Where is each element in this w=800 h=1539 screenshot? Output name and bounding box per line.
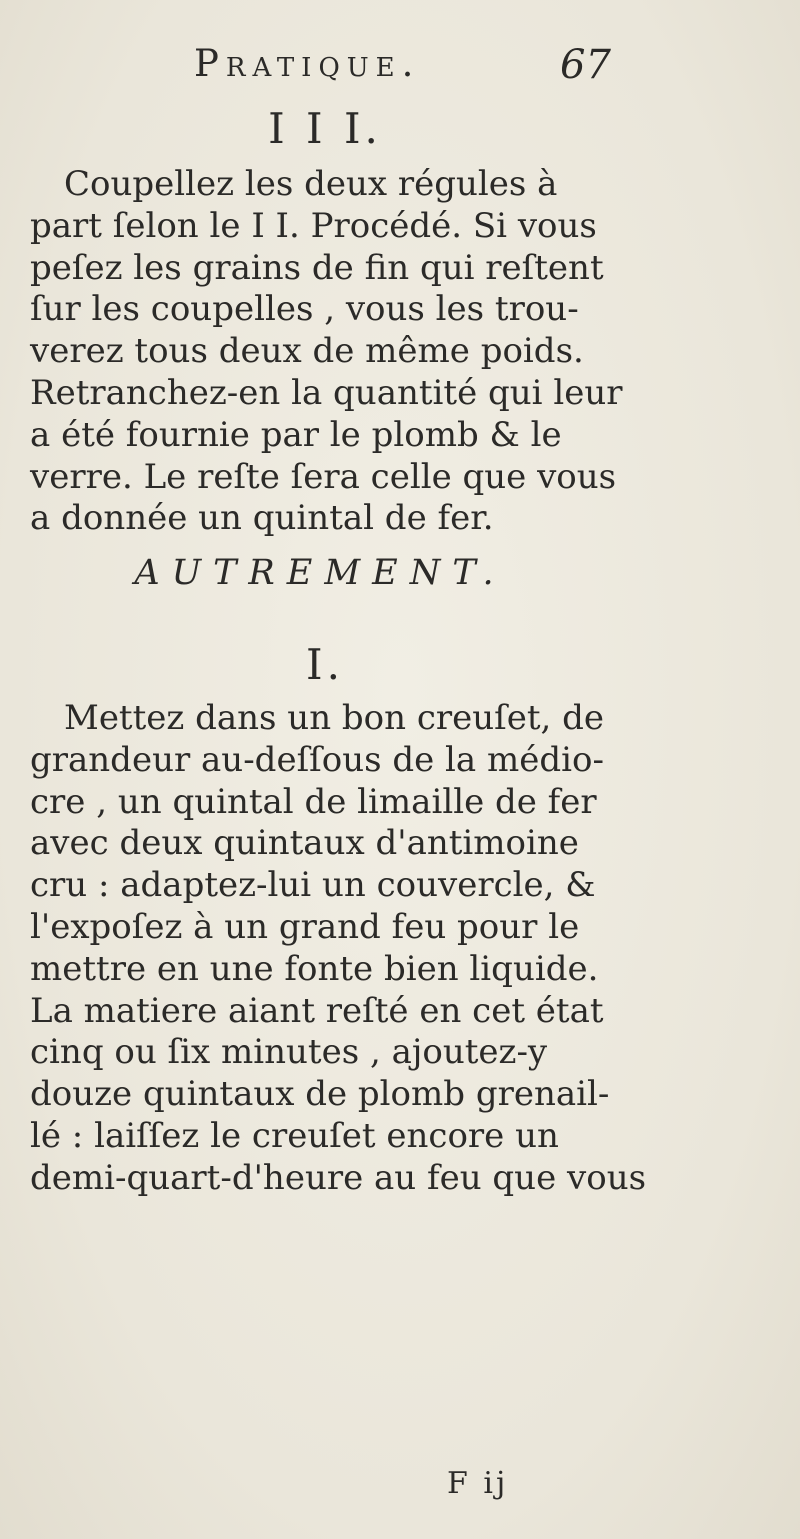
running-head: Pratique. [194,42,421,85]
text-line: Mettez dans un bon creuſet, de [64,698,605,738]
text-line: verre. Le reſte ſera celle que vous [30,456,617,497]
text-line: part ſelon le I I. Procédé. Si vous [30,205,597,246]
text-line: a été fournie par le plomb & le [30,414,562,455]
text-line: demi-quart-d'heure au feu que vous [30,1157,647,1198]
text-line: cru : adaptez-lui un couvercle, & [30,865,596,906]
text-line: a donnée un quintal de fer. [30,498,494,539]
page-number: 67 [560,42,611,88]
text-line: ſur les coupelles , vous les trou- [30,289,579,330]
text-line: Coupellez les deux régules à [64,164,558,204]
text-line: douze quintaux de plomb grenail- [30,1074,610,1115]
section-heading-autrement: AUTREMENT. [134,553,506,593]
paragraph-iii [30,164,623,540]
text-line: lé : laiſſez le creuſet encore un [30,1115,559,1156]
text-line: cre , un quintal de limaille de fer [30,781,597,822]
signature-mark: F ij [447,1466,509,1501]
text-line: l'expoſez à un grand feu pour le [30,906,580,947]
text-line: Retranchez-en la quantité qui leur [30,372,623,413]
text-line: grandeur au-deſſous de la médio- [30,739,604,780]
text-line: La matiere aiant reſté en cet état [30,990,604,1031]
text-line: avec deux quintaux d'antimoine [30,823,579,864]
text-line: verez tous deux de même poids. [30,331,584,372]
text-line: cinq ou ſix minutes , ajoutez-y [30,1032,548,1073]
text-line: peſez les grains de fin qui reſtent [30,247,604,288]
section-number-i: I. [306,640,344,689]
text-line: mettre en une fonte bien liquide. [30,948,599,989]
section-number-iii: I I I. [268,104,382,153]
paragraph-i [30,698,647,1200]
page-header [0,42,800,92]
